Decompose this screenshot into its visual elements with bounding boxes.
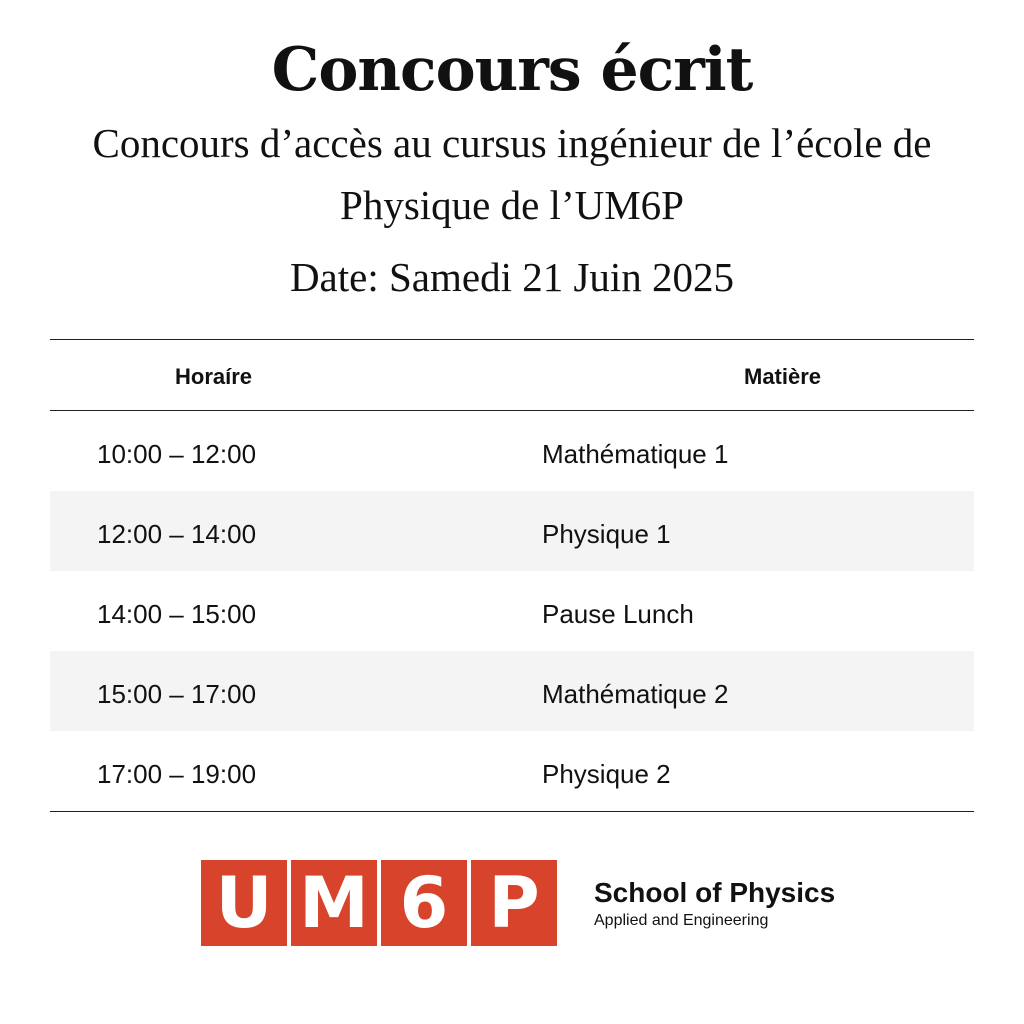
column-header-subject: Matière — [744, 364, 822, 389]
row-subject: Pause Lunch — [542, 599, 694, 629]
page-subtitle: Concours d’accès au cursus ingénieur de l’école de Physique de l’UM6P — [92, 120, 932, 228]
table-row — [50, 731, 974, 811]
table-row — [50, 571, 974, 651]
table-row — [50, 491, 974, 571]
row-time: 15:00 – 17:00 — [97, 679, 257, 709]
header — [0, 28, 1024, 308]
table-row — [50, 651, 974, 731]
brand-block — [594, 876, 835, 932]
row-subject: Mathématique 2 — [542, 679, 729, 709]
table-bottom-rule — [50, 811, 974, 812]
page-title: Concours écrit — [271, 35, 753, 105]
row-subject: Physique 1 — [542, 519, 671, 549]
schedule-table — [50, 339, 974, 812]
row-time: 10:00 – 12:00 — [97, 439, 257, 469]
logo-letter-p: P — [471, 860, 557, 946]
school-tagline: Applied and Engineering — [594, 912, 769, 929]
logo-letter-m: M — [291, 860, 377, 946]
logo-letter-u: U — [201, 860, 287, 946]
logo-letter-6: 6 — [381, 860, 467, 946]
row-subject: Mathématique 1 — [542, 439, 729, 469]
column-header-time: Horaíre — [175, 364, 253, 389]
um6p-logo — [201, 860, 557, 946]
row-subject: Physique 2 — [542, 759, 671, 789]
table-header — [50, 339, 974, 411]
row-time: 14:00 – 15:00 — [97, 599, 257, 629]
table-row — [50, 411, 974, 491]
school-name: School of Physics — [594, 877, 836, 908]
exam-date: Date: Samedi 21 Juin 2025 — [289, 254, 735, 300]
row-time: 12:00 – 14:00 — [97, 519, 257, 549]
row-time: 17:00 – 19:00 — [97, 759, 257, 789]
